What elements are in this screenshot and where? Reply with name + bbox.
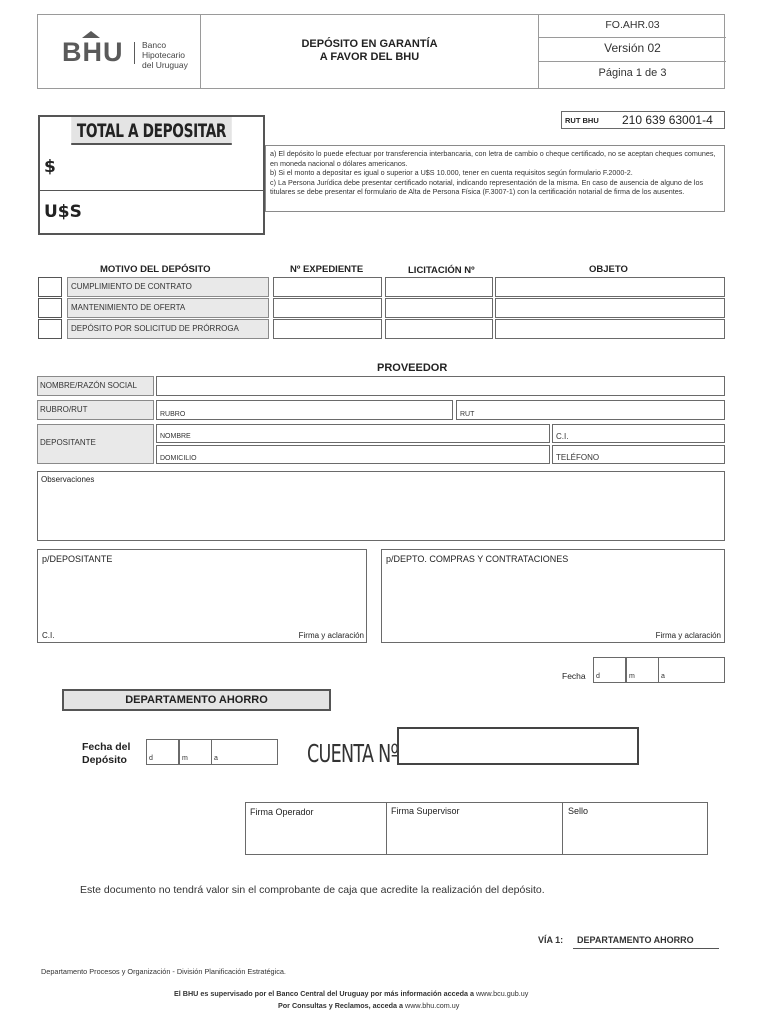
rut-bhu-box xyxy=(561,111,725,129)
department-credit: Departamento Procesos y Organización - División Planificación Estratégica. xyxy=(41,967,286,976)
licitacion-field-3[interactable] xyxy=(385,319,493,339)
bcu-supervision-note: El BHU es supervisado por el Banco Central del Uruguay por más información acceda a www.bcu.gub.uy xyxy=(174,989,529,998)
expediente-field-2[interactable] xyxy=(273,298,382,318)
licitacion-field-1[interactable] xyxy=(385,277,493,297)
pesos-amount-field[interactable] xyxy=(40,145,263,191)
form-version: Versión 02 xyxy=(604,41,661,55)
p-depto-compras-signature[interactable]: p/DEPTO. COMPRAS Y CONTRATACIONES Firma y aclaración xyxy=(381,549,725,643)
objeto-field-2[interactable] xyxy=(495,298,725,318)
depositante-ci-field[interactable]: C.I. xyxy=(552,424,725,443)
checkbox-prorroga[interactable] xyxy=(38,319,62,339)
depositante-domicilio-field[interactable]: DOMICILIO xyxy=(156,445,550,464)
bhu-logo: BHU xyxy=(62,37,124,67)
bcu-link[interactable]: www.bcu.gub.uy xyxy=(475,989,529,998)
motivo-header: MOTIVO DEL DEPÓSITO xyxy=(100,264,211,275)
via-label: VÍA 1: xyxy=(538,935,564,945)
validity-note: Este documento no tendrá valor sin el comprobante de caja que acredite la realización del depósito. xyxy=(80,884,545,896)
option-prorroga: DEPÓSITO POR SOLICITUD DE PRÓRROGA xyxy=(67,319,269,339)
objeto-field-1[interactable] xyxy=(495,277,725,297)
total-title: TOTAL A DEPOSITAR xyxy=(71,117,232,145)
departamento-ahorro-title: DEPARTAMENTO AHORRO xyxy=(62,689,331,711)
p-depositante-signature[interactable]: p/DEPOSITANTE C.I. Firma y aclaración xyxy=(37,549,367,643)
note-c: c) La Persona Jurídica debe presentar certificado notarial, indicando representación de la misma. En caso de ausencia de alguno de los titulares se debe presentar el formulario de Alta de Persona Física (F.3007-1) con la certificación notarial de firma de los ausentes. xyxy=(270,177,704,196)
deposito-year-field[interactable]: a xyxy=(211,739,278,765)
proveedor-title: PROVEEDOR xyxy=(377,362,448,374)
pesos-symbol: $ xyxy=(44,157,56,177)
deposito-month-field[interactable]: m xyxy=(179,739,212,765)
deposito-day-field[interactable]: d xyxy=(146,739,179,765)
objeto-field-3[interactable] xyxy=(495,319,725,339)
note-b: b) Si el monto a depositar es igual o superior a U$S 10.000, tener en cuenta requisitos según formulario F.2000-2. xyxy=(270,168,633,177)
rut-field[interactable]: RUT xyxy=(456,400,725,420)
nombre-razon-field[interactable] xyxy=(156,376,725,396)
fecha-label: Fecha xyxy=(562,671,586,681)
note-a: a) El depósito lo puede efectuar por transferencia interbancaria, con letra de cambio o cheque certificado, no se aceptan cheques comunes, en moneda nacional o dólares americanos. xyxy=(270,149,716,168)
via-value: DEPARTAMENTO AHORRO xyxy=(577,935,694,945)
depositante-telefono-field[interactable]: TELÉFONO xyxy=(552,445,725,464)
objeto-header: OBJETO xyxy=(589,264,628,275)
firma-supervisor-box[interactable]: Firma Supervisor xyxy=(386,802,563,855)
rubro-rut-label: RUBRO/RUT xyxy=(37,400,154,420)
page-number: Página 1 de 3 xyxy=(598,67,667,79)
rut-bhu-label: RUT BHU xyxy=(565,116,599,125)
bank-name: Banco Hipotecario del Uruguay xyxy=(142,40,188,70)
expediente-field-3[interactable] xyxy=(273,319,382,339)
dollars-amount-field[interactable] xyxy=(40,192,263,233)
licitacion-field-2[interactable] xyxy=(385,298,493,318)
form-code: FO.AHR.03 xyxy=(605,19,660,31)
consultas-note: Por Consultas y Reclamos, acceda a www.bhu.com.uy xyxy=(278,1001,460,1010)
option-cumplimiento: CUMPLIMIENTO DE CONTRATO xyxy=(67,277,269,297)
checkbox-cumplimiento[interactable] xyxy=(38,277,62,297)
rubro-field[interactable]: RUBRO xyxy=(156,400,453,420)
cuenta-label: CUENTA Nº xyxy=(307,739,399,768)
rut-bhu-value: 210 639 63001-4 xyxy=(622,113,713,127)
nombre-razon-label: NOMBRE/RAZÓN SOCIAL xyxy=(37,376,154,396)
checkbox-mantenimiento[interactable] xyxy=(38,298,62,318)
dollars-symbol: U$S xyxy=(44,202,82,222)
licitacion-header: LICITACIÓN Nº xyxy=(408,265,475,276)
sello-box[interactable]: Sello xyxy=(562,802,708,855)
expediente-field-1[interactable] xyxy=(273,277,382,297)
fecha-month-field[interactable]: m xyxy=(626,657,659,683)
expediente-header: Nº EXPEDIENTE xyxy=(290,264,364,275)
fecha-day-field[interactable]: d xyxy=(593,657,626,683)
firma-operador-box[interactable]: Firma Operador xyxy=(245,802,387,855)
total-a-depositar-box xyxy=(38,115,265,235)
observaciones-field[interactable]: Observaciones xyxy=(37,471,725,541)
depositante-nombre-field[interactable]: NOMBRE xyxy=(156,424,550,443)
fecha-deposito-label: Fecha del Depósito xyxy=(82,741,131,766)
fecha-year-field[interactable]: a xyxy=(658,657,725,683)
document-title: DEPÓSITO EN GARANTÍA A FAVOR DEL BHU xyxy=(301,38,438,63)
cuenta-field[interactable] xyxy=(397,727,639,765)
option-mantenimiento: MANTENIMIENTO DE OFERTA xyxy=(67,298,269,318)
depositante-label: DEPOSITANTE xyxy=(37,424,154,464)
instructions-notes xyxy=(265,145,725,212)
bhu-link[interactable]: www.bhu.com.uy xyxy=(405,1001,460,1010)
form-header xyxy=(37,14,725,89)
